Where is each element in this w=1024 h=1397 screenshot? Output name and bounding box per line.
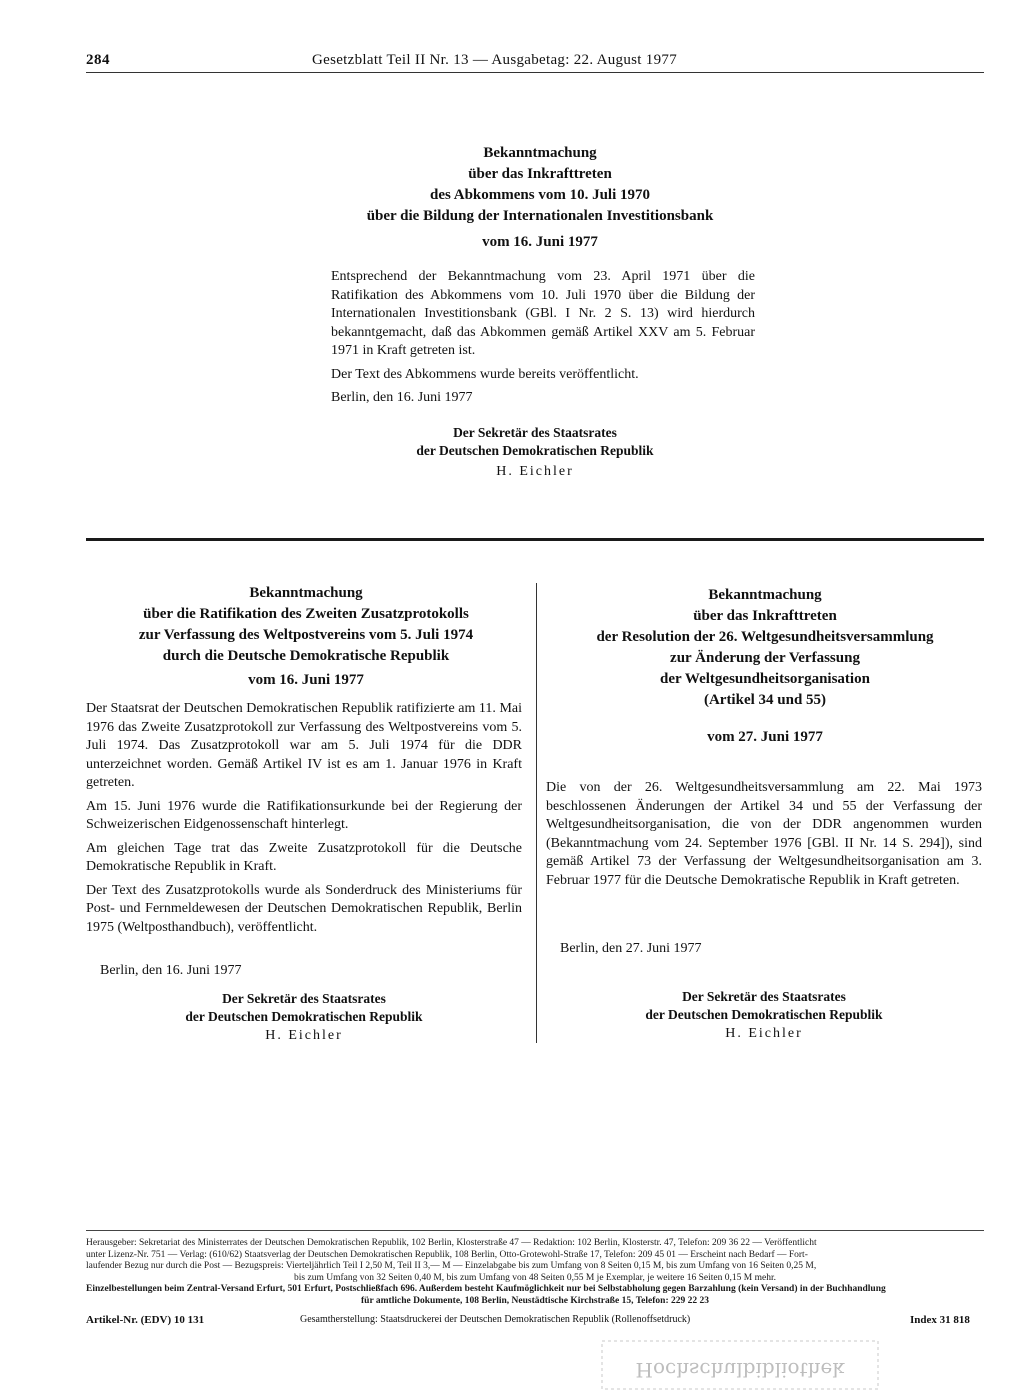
notice2-title-line: zur Verfassung des Weltpostvereins vom 5. Juli 1974 bbox=[138, 627, 474, 643]
notice1-place-date: Berlin, den 16. Juni 1977 bbox=[331, 390, 473, 405]
notice3-title bbox=[540, 585, 990, 711]
index-number: Index 31 818 bbox=[910, 1314, 970, 1326]
article-number: Artikel-Nr. (EDV) 10 131 bbox=[86, 1314, 205, 1326]
running-head: Gesetzblatt Teil II Nr. 13 — Ausgabetag: 22. August 1977 bbox=[312, 52, 678, 68]
notice3-date: vom 27. Juni 1977 bbox=[707, 729, 823, 745]
notice2-signature-line: Der Sekretär des Staatsrates bbox=[222, 991, 386, 1006]
notice2-date: vom 16. Juni 1977 bbox=[248, 672, 364, 688]
notice2-title-line: Bekanntmachung bbox=[249, 585, 363, 601]
notice3-body bbox=[546, 779, 982, 895]
notice2-paragraph: Am gleichen Tage trat das Zweite Zusatzprotokoll für die Deutsche Demokratische Republik in Kraft. bbox=[86, 840, 522, 874]
section-rule bbox=[86, 538, 984, 541]
notice3-signer: H. Eichler bbox=[725, 1026, 803, 1041]
imprint-line: unter Lizenz-Nr. 751 — Verlag: (610/62) Staatsverlag der Deutschen Demokratischen Republik, 108 Berlin, Otto-Grotewohl-Straße 17, Telefon: 209 45 01 — Erscheint nach Bedarf — Fort- bbox=[86, 1249, 808, 1260]
page-number: 284 bbox=[86, 52, 110, 68]
notice1-paragraph: Entsprechend der Bekanntmachung vom 23. April 1971 über die Ratifikation des Abkommens vom 10. Juli 1970 über die Bildung der Internationalen Investitionsbank (GBl. I Nr. 2 S. 13) wird hierdurch bekanntgemacht, daß das Abkommen gemäß Artikel XXV am 5. Februar 1971 in Kraft getreten ist. bbox=[331, 269, 755, 358]
notice1-title-line: über die Bildung der Internationalen Investitionsbank bbox=[366, 208, 714, 224]
notice1-signature bbox=[335, 424, 735, 460]
notice3-title-line: zur Änderung der Verfassung bbox=[670, 650, 860, 666]
notice3-title-line: (Artikel 34 und 55) bbox=[703, 692, 827, 708]
notice1-body bbox=[331, 268, 755, 389]
notice2-paragraph: Der Staatsrat der Deutschen Demokratischen Republik ratifizierte am 11. Mai 1976 das Zweite Zusatzprotokoll zur Verfassung des Weltpostvereins vom 5. Juli 1974. Das Zusatzprotokoll war am 5. Juli 1974 für die DDR unterzeichnet worden. Gemäß Artikel IV ist es am 1. Januar 1976 in Kraft getreten. bbox=[86, 701, 522, 790]
notice2-title-line: über die Ratifikation des Zweiten Zusatzprotokolls bbox=[143, 606, 469, 622]
notice1-title-line: Bekanntmachung bbox=[483, 145, 597, 161]
imprint-line: Einzelbestellungen beim Zentral-Versand Erfurt, 501 Erfurt, Postschließfach 696. Außerdem besteht Kaufmöglichkeit nur bei Selbstabholung gegen Barzahlung (kein Versand) in der Buchhandlung bbox=[86, 1284, 886, 1295]
notice2-paragraph: Der Text des Zusatzprotokolls wurde als Sonderdruck des Ministeriums für Post- und Fernmeldewesen der Deutschen Demokratischen Republik, Berlin 1975 (Weltposthandbuch), veröffentlicht. bbox=[86, 882, 522, 935]
printer-note: Gesamtherstellung: Staatsdruckerei der Deutschen Demokratischen Republik (Rollenoffsetdruck) bbox=[300, 1314, 691, 1325]
notice2-signature bbox=[104, 990, 504, 1026]
header-rule bbox=[86, 72, 984, 73]
notice3-place-date: Berlin, den 27. Juni 1977 bbox=[560, 941, 702, 956]
notice1-title-line: über das Inkrafttreten bbox=[468, 166, 612, 182]
imprint-line: Herausgeber: Sekretariat des Ministerrates der Deutschen Demokratischen Republik, 102 Berlin, Klosterstraße 47 — Redaktion: 102 Berlin, Klosterstr. 47, Telefon: 209 36 22 — Veröffentlicht bbox=[86, 1238, 817, 1248]
notice3-title-line: über das Inkrafttreten bbox=[693, 608, 837, 624]
notice1-signature-line: Der Sekretär des Staatsrates bbox=[453, 425, 617, 440]
notice1-title-line: des Abkommens vom 10. Juli 1970 bbox=[429, 187, 651, 203]
notice1-paragraph: Der Text des Abkommens wurde bereits veröffentlicht. bbox=[331, 366, 639, 382]
imprint bbox=[86, 1238, 984, 1308]
notice3-signature-line: Der Sekretär des Staatsrates bbox=[682, 989, 846, 1004]
notice3-title-line: Bekanntmachung bbox=[708, 587, 822, 603]
notice1-title bbox=[290, 143, 790, 227]
notice2-paragraph: Am 15. Juni 1976 wurde die Ratifikationsurkunde bei der Regierung der Schweizerischen Eidgenossenschaft hinterlegt. bbox=[86, 798, 522, 832]
notice1-date: vom 16. Juni 1977 bbox=[482, 234, 598, 250]
notice1-signer: H. Eichler bbox=[496, 464, 574, 479]
notice1-signature-line: der Deutschen Demokratischen Republik bbox=[416, 443, 654, 458]
imprint-line: laufender Bezug nur durch die Post — Bezugspreis: Vierteljährlich Teil I 2,50 M, Teil II 3,— M — Einzelabgabe bis zum Umfang von 8 Seiten 0,15 M, bis zum Umfang von 16 Seiten 0,25 M, bbox=[86, 1261, 817, 1272]
library-stamp bbox=[600, 1335, 880, 1395]
footer-rule bbox=[86, 1230, 984, 1231]
imprint-line: für amtliche Dokumente, 108 Berlin, Neustädtische Kirchstraße 15, Telefon: 229 22 23 bbox=[361, 1295, 709, 1306]
notice2-signer: H. Eichler bbox=[265, 1028, 343, 1043]
notice2-title-line: durch die Deutsche Demokratische Republik bbox=[162, 648, 450, 664]
column-divider bbox=[536, 583, 537, 1043]
svg-text:Hochschulbibliothek: Hochschulbibliothek bbox=[635, 1358, 845, 1382]
notice2-body bbox=[86, 700, 522, 942]
notice2-signature-line: der Deutschen Demokratischen Republik bbox=[185, 1009, 423, 1024]
imprint-line: bis zum Umfang von 32 Seiten 0,40 M, bis zum Umfang von 48 Seiten 0,55 M je Exemplar, je weitere 16 Seiten 0,15 M mehr. bbox=[294, 1272, 776, 1283]
notice3-title-line: der Resolution der 26. Weltgesundheitsversammlung bbox=[596, 629, 934, 645]
notice2-place-date: Berlin, den 16. Juni 1977 bbox=[100, 963, 242, 978]
notice3-paragraph: Die von der 26. Weltgesundheitsversammlung am 22. Mai 1973 beschlossenen Änderungen der Artikel 34 und 55 der Verfassung der Weltgesundheitsorganisation, die von der DDR angenommen wurden (Bekanntmachung vom 24. September 1976 [GBl. II Nr. 14 S. 294]), sind gemäß Artikel 73 der Verfassung der Weltgesundheitsorganisation am 3. Februar 1977 für die Deutsche Demokratische Republik in Kraft getreten. bbox=[546, 780, 982, 888]
notice3-signature-line: der Deutschen Demokratischen Republik bbox=[645, 1007, 883, 1022]
notice3-signature bbox=[564, 988, 964, 1024]
notice3-title-line: der Weltgesundheitsorganisation bbox=[660, 671, 870, 687]
notice2-title bbox=[86, 583, 526, 667]
